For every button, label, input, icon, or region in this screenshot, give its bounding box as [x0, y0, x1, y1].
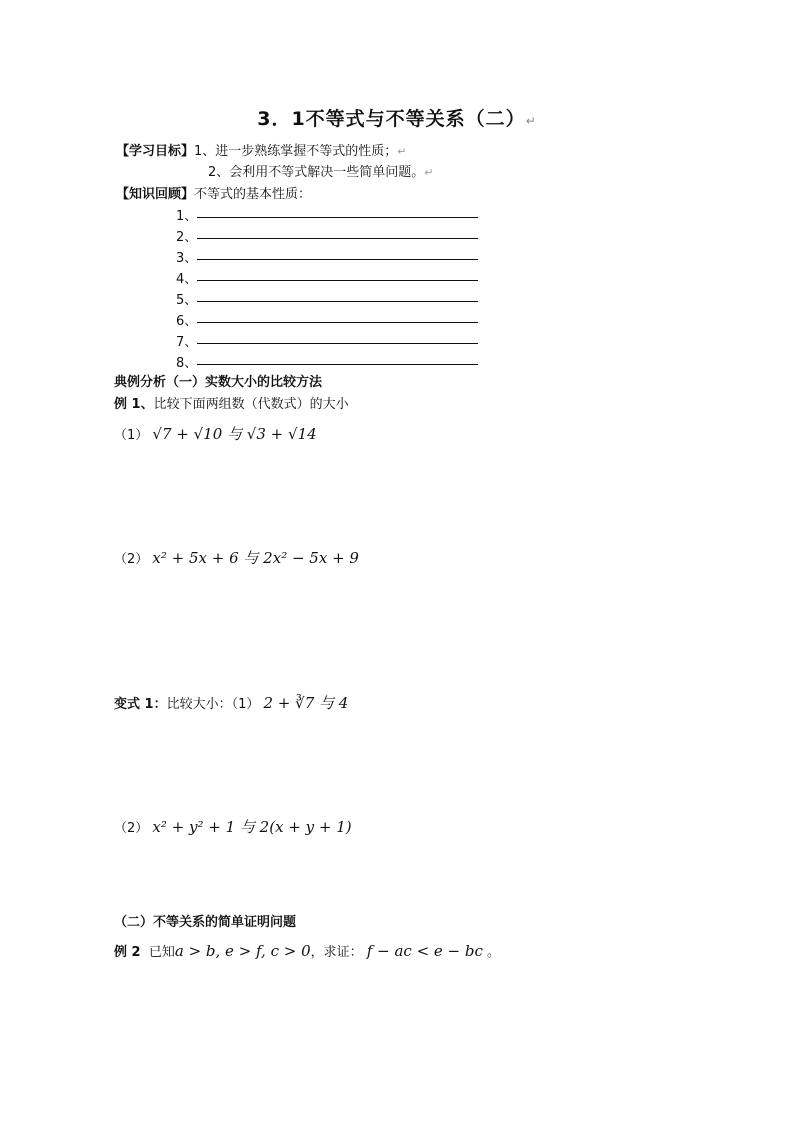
blank-line	[197, 217, 478, 218]
variant1-part2	[114, 816, 352, 837]
blank-line	[197, 343, 478, 344]
return-mark: ↵	[525, 114, 537, 128]
blank-number: 3、	[176, 251, 198, 266]
variant1-line	[114, 692, 348, 713]
blank-line	[197, 364, 478, 365]
section1-heading: 典例分析（一）实数大小的比较方法	[114, 375, 323, 390]
blank-line	[197, 301, 478, 302]
example2-text2: ，求证：	[310, 945, 363, 960]
part1-math: √7 + √10 与 √3 + √14	[152, 425, 317, 443]
blank-number: 1、	[176, 209, 198, 224]
goal-item-1: 1、进一步熟练掌握不等式的性质；	[194, 144, 398, 159]
review-label: 【知识回顾】	[116, 187, 195, 202]
part1-label: （1）	[114, 428, 149, 443]
example1-text: 比较下面两组数（代数式）的大小	[153, 397, 349, 412]
goals-label: 【学习目标】	[116, 144, 195, 159]
variant2-label: （2）	[114, 821, 149, 836]
page-title	[0, 104, 794, 131]
blank-number: 5、	[176, 293, 198, 308]
goal-item-2: 2、会利用不等式解决一些简单问题。	[208, 165, 425, 180]
example1-part2	[114, 547, 359, 568]
part2-label: （2）	[114, 552, 149, 567]
return-mark: ↵	[397, 145, 407, 158]
return-mark: ↵	[424, 166, 434, 179]
variant1-math: 2 + ∛7 与 4	[263, 694, 349, 712]
example2-condition: a > b, e > f, c > 0	[174, 942, 311, 960]
knowledge-review	[116, 183, 311, 202]
blank-line	[197, 259, 478, 260]
blank-number: 8、	[176, 356, 198, 371]
learning-goals	[116, 140, 407, 159]
part2-math: x² + 5x + 6 与 2x² − 5x + 9	[152, 549, 359, 567]
example1-part1	[114, 423, 317, 444]
example2-goal: f − ac < e − bc	[366, 942, 483, 960]
blank-line	[197, 322, 478, 323]
example1-label: 例 1、	[114, 397, 154, 412]
blank-number: 4、	[176, 272, 198, 287]
example1-line	[114, 393, 349, 412]
example2-label: 例 2	[114, 945, 141, 960]
blank-line	[197, 238, 478, 239]
example2-line	[114, 941, 500, 960]
variant-label: 变式 1：	[114, 697, 167, 712]
section2-heading: （二）不等关系的简单证明问题	[114, 915, 297, 930]
blank-line	[197, 280, 478, 281]
blank-number: 6、	[176, 314, 198, 329]
variant2-math: x² + y² + 1 与 2(x + y + 1)	[152, 818, 352, 836]
title-text: 3．1不等式与不等关系（二）	[257, 108, 526, 130]
variant-text: 比较大小：（1）	[166, 697, 260, 712]
example2-end: 。	[487, 945, 501, 960]
blank-number: 7、	[176, 335, 198, 350]
blank-number: 2、	[176, 230, 198, 245]
example2-text1: 已知	[148, 945, 175, 960]
review-text: 不等式的基本性质：	[194, 187, 312, 202]
learning-goal-2	[208, 161, 434, 180]
